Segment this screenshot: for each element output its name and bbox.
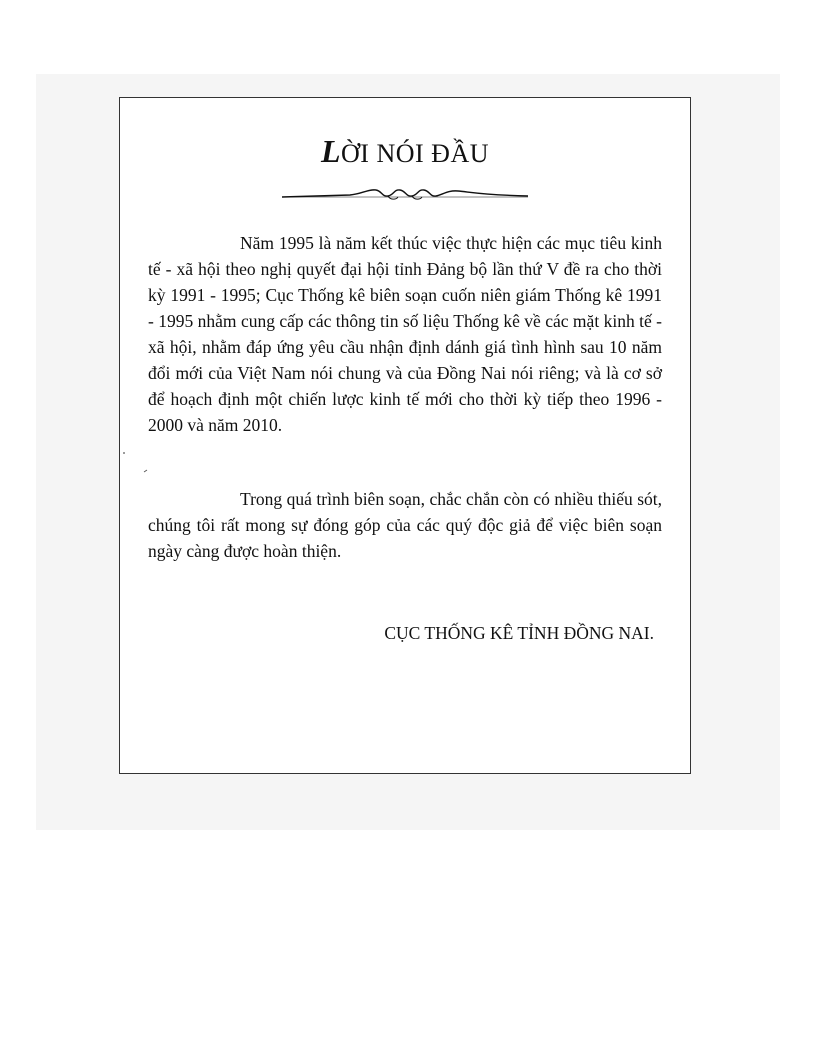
flourish-divider-icon [280,180,530,206]
signature: CỤC THỐNG KÊ TỈNH ĐỒNG NAI. [384,623,654,643]
preface-paragraph-2: Trong quá trình biên soạn, chắc chắn còn có nhiều thiếu sót, chúng tôi rất mong sự đóng góp của các quý độc giả để việc biên soạn ngày càng được hoàn thiện. [148,489,662,561]
preface-frame [119,97,691,774]
page-title [120,135,690,170]
title-initial: L [320,133,342,169]
preface-paragraph-1: Năm 1995 là năm kết thúc việc thực hiện các mục tiêu kinh tế - xã hội theo nghị quyết đại hội tỉnh Đảng bộ lần thứ V đề ra cho thời kỳ 1991 - 1995; Cục Thống kê biên soạn cuốn niên giám Thống kê 1991 - 1995 nhằm cung cấp các thông tin số liệu Thống kê về các mặt kinh tế - xã hội, nhằm đáp ứng yêu cầu nhận định dánh giá tình hình sau 10 năm đổi mới của Việt Nam nói chung và của Đồng Nai nói riêng; và là cơ sở để hoạch định một chiến lược kinh tế mới cho thời kỳ tiếp theo 1996 - 2000 và năm 2010. [148,233,662,435]
title-rest: ỜI NÓI ĐẦU [341,139,490,168]
